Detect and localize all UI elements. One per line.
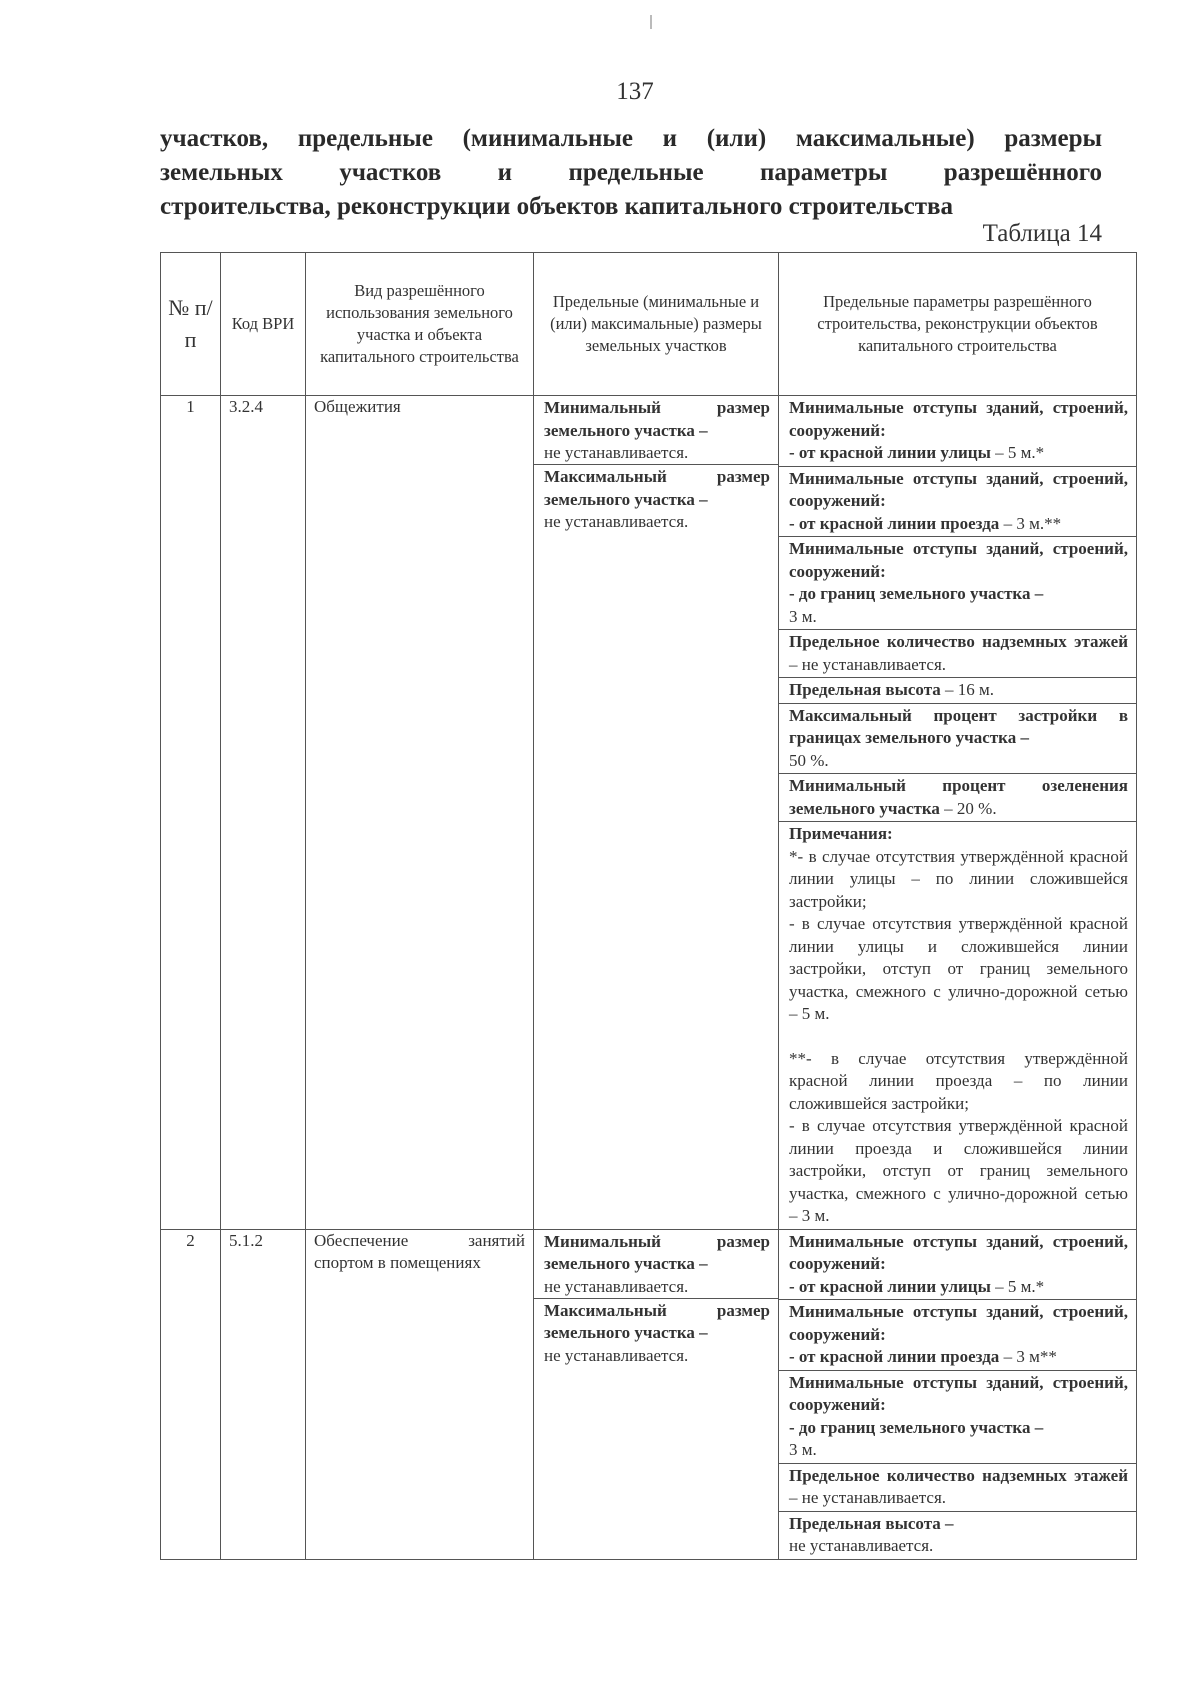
- param-title: Предельная высота: [789, 680, 941, 699]
- min-size-title: Минимальный размер земельного участка –: [544, 398, 770, 440]
- min-size-title: Минимальный размер земельного участка –: [544, 1231, 770, 1273]
- min-size-block: [534, 1230, 778, 1299]
- param-value: – не устанавливается.: [789, 1488, 947, 1507]
- row-params: [779, 1229, 1137, 1559]
- param-floors: [779, 1464, 1136, 1512]
- regulations-table: [160, 252, 1137, 1560]
- param-title: Предельная высота –: [789, 1513, 954, 1533]
- param-title: Минимальные отступы зданий, строений, сооружений:: [789, 1231, 1128, 1273]
- param-value: – 16 м.: [940, 680, 995, 699]
- param-title: Предельное количество надземных этажей: [789, 632, 1128, 651]
- min-size-value: не устанавливается.: [544, 443, 689, 462]
- header-code: Код ВРИ: [221, 253, 306, 396]
- param-value-bold: - от красной линии проезда: [789, 513, 1000, 533]
- table-row: [161, 1229, 1137, 1559]
- param-setback-driveway: [779, 467, 1136, 538]
- param-value-bold: - от красной линии улицы: [789, 443, 991, 462]
- row-code: 3.2.4: [221, 396, 306, 1230]
- max-size-title: Максимальный размер земельного участка –: [544, 1300, 770, 1342]
- param-title: Минимальный процент озеленения земельного участка: [789, 776, 1128, 818]
- param-value: – 5 м.*: [990, 443, 1045, 462]
- param-value: 3 м.: [789, 606, 817, 626]
- param-title: Минимальные отступы зданий, строений, сооружений:: [789, 398, 1128, 440]
- heading-line-3: строительства, реконструкции объектов капитального строительства: [160, 193, 954, 220]
- header-use: Вид разрешённого использования земельного участка и объекта капитального строительства: [306, 253, 534, 396]
- param-value-bold: - до границ земельного участка –: [789, 584, 1044, 603]
- param-value: не устанавливается.: [789, 1536, 934, 1555]
- min-size-value: не устанавливается.: [544, 1276, 689, 1296]
- heading-line-2: земельных участков и предельные параметры разрешённого: [160, 159, 1102, 186]
- max-size-value: не устанавливается.: [544, 512, 689, 531]
- page-number: 137: [616, 78, 654, 105]
- param-value: – 5 м.*: [990, 1276, 1045, 1296]
- param-title: Минимальные отступы зданий, строений, сооружений:: [789, 539, 1128, 581]
- row-num: 2: [161, 1229, 221, 1559]
- param-value: – не устанавливается.: [789, 654, 947, 674]
- notes-block: [779, 822, 1136, 1229]
- notes-title: Примечания:: [789, 824, 893, 843]
- param-floors: [779, 630, 1136, 678]
- param-title: Максимальный процент застройки в границах земельного участка –: [789, 705, 1128, 747]
- note-item: - в случае отсутствия утверждённой красной линии улицы и сложившейся линии застройки, отступ от границ земельного участка, смежного с улично-дорожной сетью – 5 м.: [789, 914, 1128, 1023]
- scan-mark: [650, 15, 652, 29]
- max-size-block: [534, 1299, 778, 1369]
- param-value: 50 %.: [789, 750, 829, 770]
- row-params: [779, 396, 1137, 1230]
- param-value: – 3 м.**: [999, 513, 1062, 533]
- row-use: Общежития: [306, 396, 534, 1230]
- note-item: *- в случае отсутствия утверждённой красной линии улицы – по линии сложившейся застройки;: [789, 846, 1128, 911]
- param-value-bold: - от красной линии проезда: [789, 1347, 1000, 1366]
- max-size-value: не устанавливается.: [544, 1345, 689, 1365]
- heading-line-1: участков, предельные (минимальные и (или) максимальные) размеры: [160, 125, 1102, 152]
- param-height: [779, 678, 1136, 704]
- row-code: 5.1.2: [221, 1229, 306, 1559]
- table-caption: Таблица 14: [982, 220, 1102, 247]
- note-item: - в случае отсутствия утверждённой красной линии проезда и сложившейся линии застройки, отступ от границ земельного участка, смежного с улично-дорожной сетью – 3 м.: [789, 1116, 1128, 1225]
- row-size: [534, 1229, 779, 1559]
- param-title: Минимальные отступы зданий, строений, сооружений:: [789, 468, 1128, 510]
- param-setback-boundary: [779, 1371, 1136, 1464]
- param-value-bold: - от красной линии улицы: [789, 1276, 991, 1296]
- header-size: Предельные (минимальные и (или) максимальные) размеры земельных участков: [534, 253, 779, 396]
- param-setback-street: [779, 1230, 1136, 1301]
- param-title: Минимальные отступы зданий, строений, сооружений:: [789, 1372, 1128, 1414]
- param-min-greening: [779, 774, 1136, 822]
- max-size-block: [534, 465, 778, 535]
- row-size: [534, 396, 779, 1230]
- param-value-bold: - до границ земельного участка –: [789, 1417, 1044, 1437]
- param-value: 3 м.: [789, 1440, 817, 1459]
- row-num: 1: [161, 396, 221, 1230]
- note-item: **- в случае отсутствия утверждённой красной линии проезда – по линии сложившейся застройки;: [789, 1048, 1128, 1113]
- param-value: – 3 м**: [999, 1347, 1057, 1366]
- param-setback-driveway: [779, 1300, 1136, 1371]
- param-value: – 20 %.: [939, 798, 997, 818]
- min-size-block: [534, 396, 778, 465]
- section-heading: [160, 122, 1102, 224]
- param-max-coverage: [779, 704, 1136, 775]
- table-row: [161, 396, 1137, 1230]
- row-use: Обеспечение занятий спортом в помещениях: [306, 1229, 534, 1559]
- header-params: Предельные параметры разрешённого строительства, реконструкции объектов капитального строительства: [779, 253, 1137, 396]
- table-header-row: [161, 253, 1137, 396]
- max-size-title: Максимальный размер земельного участка –: [544, 467, 770, 509]
- param-setback-street: [779, 396, 1136, 467]
- param-setback-boundary: [779, 537, 1136, 630]
- param-title: Предельное количество надземных этажей: [789, 1465, 1128, 1485]
- param-height: [779, 1512, 1136, 1559]
- param-title: Минимальные отступы зданий, строений, сооружений:: [789, 1302, 1128, 1344]
- header-num: № п/п: [161, 253, 221, 396]
